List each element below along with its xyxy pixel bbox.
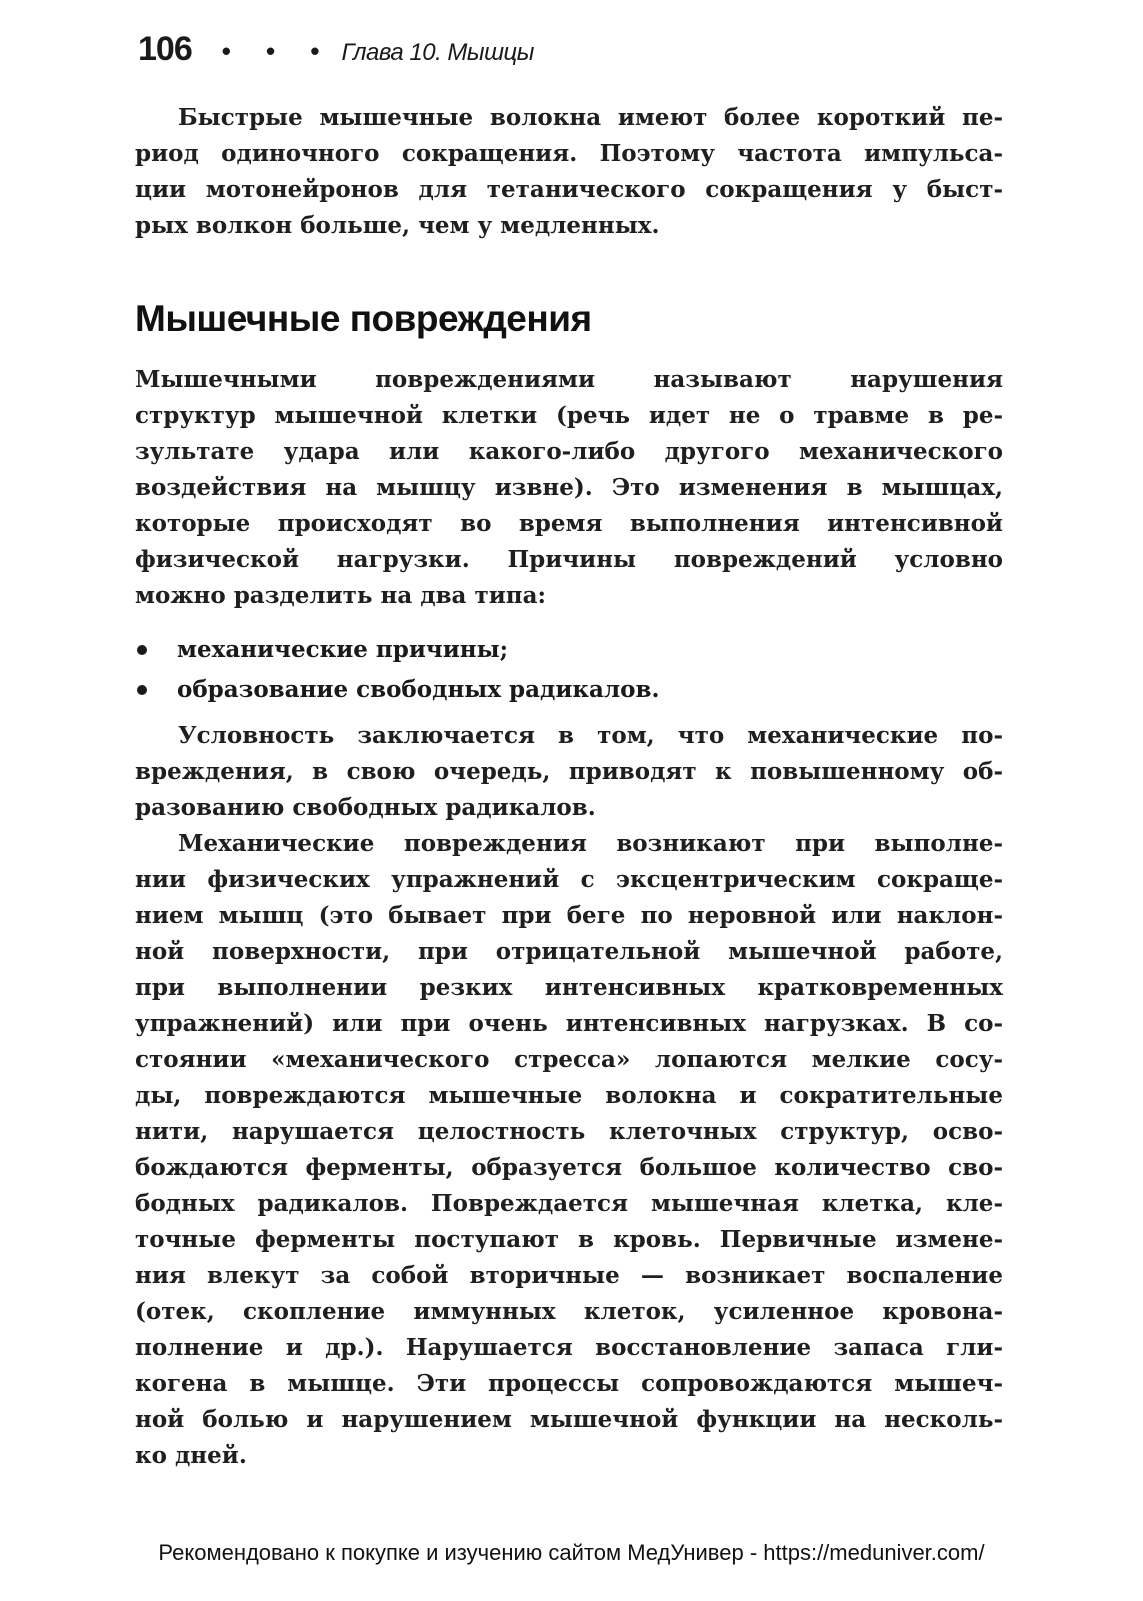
text-line: рых волкон больше, чем у медленных. (135, 212, 660, 239)
text-line: упражнений) или при очень интенсивных нагрузках. В со- (135, 1010, 1003, 1037)
text-line: (отек, скопление иммунных клеток, усиленное кровона- (135, 1298, 1003, 1325)
text-line: нием мышц (это бывает при беге по неровной или наклон- (135, 902, 1003, 929)
page-number: 106 (138, 30, 192, 68)
text-line: ции мотонейронов для тетанического сокращения у быст- (135, 176, 1003, 203)
intro-paragraph-block (135, 100, 1003, 244)
text-line: вреждения, в свою очередь, приводят к повышенному об- (135, 758, 1003, 785)
text-line: физической нагрузки. Причины повреждений условно (135, 546, 1003, 573)
section-paragraph-3-block (135, 826, 1003, 1474)
text-line: стоянии «механического стресса» лопаются мелкие сосу- (135, 1046, 1003, 1073)
text-line: риод одиночного сокращения. Поэтому частота импульса- (135, 140, 1003, 167)
list-item (135, 670, 1003, 710)
text-line: которые происходят во время выполнения интенсивной (135, 510, 1003, 537)
text-line: бодных радикалов. Повреждается мышечная клетка, кле- (135, 1190, 1003, 1217)
text-line: когена в мышце. Эти процессы сопровождаются мышеч- (135, 1370, 1003, 1397)
section-paragraph-1 (135, 362, 1003, 614)
text-line: ды, повреждаются мышечные волокна и сократительные (135, 1082, 1003, 1109)
text-line: нити, нарушается целостность клеточных структур, осво- (135, 1118, 1003, 1145)
text-line: структур мышечной клетки (речь идет не о травме в ре- (135, 402, 1003, 429)
text-line: полнение и др.). Нарушается восстановление запаса гли- (135, 1334, 1003, 1361)
section-paragraph-1-block (135, 362, 1003, 614)
text-line: при выполнении резких интенсивных кратковременных (135, 974, 1003, 1001)
intro-paragraph (135, 100, 1003, 244)
text-line: зультате удара или какого-либо другого механического (135, 438, 1003, 465)
text-line: ной болью и нарушением мышечной функции на несколь- (135, 1406, 1003, 1433)
text-line: ной поверхности, при отрицательной мышечной работе, (135, 938, 1003, 965)
bullet-list (135, 630, 1003, 710)
running-header (138, 30, 534, 74)
section-heading: Мышечные повреждения (135, 298, 592, 339)
text-line: Быстрые мышечные волокна имеют более короткий пе- (178, 104, 1003, 131)
section-paragraph-2-block (135, 718, 1003, 826)
text-line: разованию свободных радикалов. (135, 794, 596, 821)
footer-recommendation: Рекомендовано к покупке и изучению сайтом МедУнивер - https://meduniver.com/ (158, 1540, 985, 1565)
text-line: воздействия на мышцу извне). Это изменения в мышцах, (135, 474, 1003, 501)
bullet-icon (137, 645, 147, 655)
text-line: Условность заключается в том, что механические по- (178, 722, 1003, 749)
bullet-icon (137, 685, 147, 695)
text-line: ния влекут за собой вторичные — возникает воспаление (135, 1262, 1003, 1289)
text-line: бождаются ферменты, образуется большое количество сво- (135, 1154, 1003, 1181)
chapter-title: Глава 10. Мышцы (341, 39, 534, 66)
text-line: точные ферменты поступают в кровь. Первичные измене- (135, 1226, 1003, 1253)
section-paragraph-3 (135, 826, 1003, 1474)
list-item-text: механические причины; (177, 636, 509, 663)
text-line: Механические повреждения возникают при выполне- (178, 830, 1003, 857)
header-separator-dots: • • • (221, 36, 334, 66)
text-line: можно разделить на два типа: (135, 582, 547, 609)
text-line: ко дней. (135, 1442, 247, 1469)
list-item (135, 630, 1003, 670)
section-paragraph-2 (135, 718, 1003, 826)
text-line: нии физических упражнений с эксцентрическим сокраще- (135, 866, 1003, 893)
list-item-text: образование свободных радикалов. (177, 676, 660, 703)
text-line: Мышечными повреждениями называют нарушения (135, 366, 1003, 393)
